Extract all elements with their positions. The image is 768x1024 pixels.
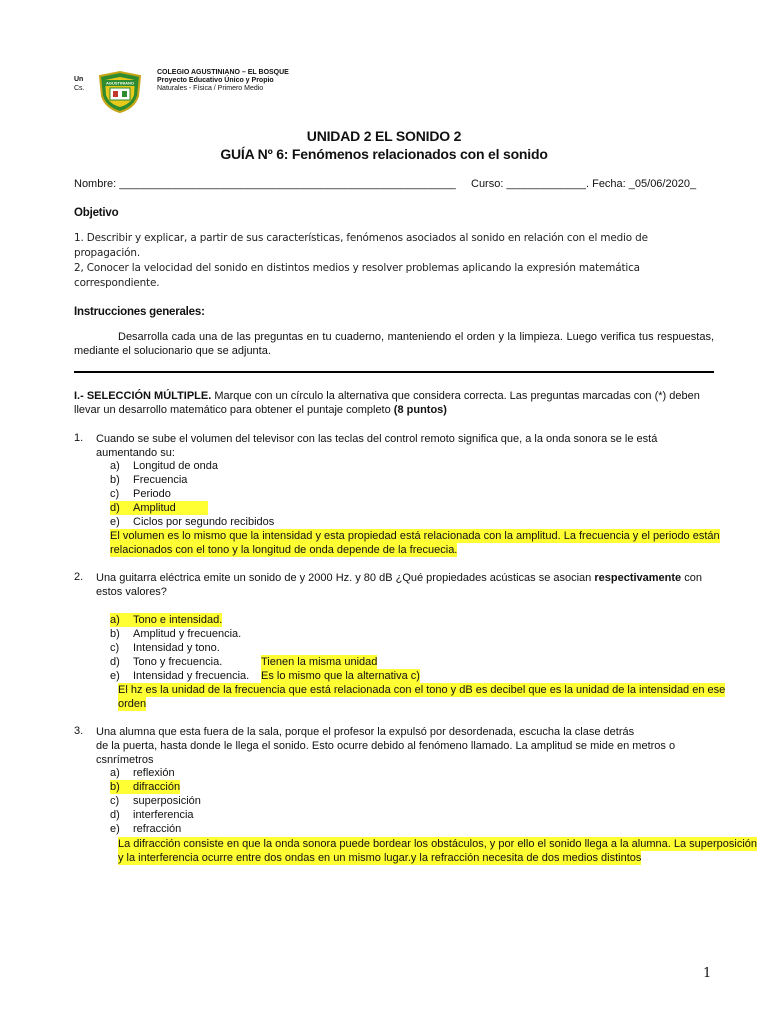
divider bbox=[74, 371, 714, 373]
curso-fecha-field: Curso: _____________. Fecha: _05/06/2020_ bbox=[471, 178, 697, 190]
q2-option-e: e) Intensidad y frecuencia. bbox=[110, 670, 250, 682]
objective-item-2: 2, Conocer la velocidad del sonido en distintos medios y resolver problemas aplicando la expresión matemática correspondiente. bbox=[74, 262, 640, 289]
q2-explanation-line-1: El hz es la unidad de la frecuencia que está relacionada con el tono y dB es decibel que es la unidad de la intensidad en ese bbox=[118, 684, 726, 696]
q2-explanation-line-2: orden bbox=[118, 698, 147, 710]
section-header bbox=[74, 389, 714, 417]
header-un: Un bbox=[74, 76, 84, 83]
school-project: Proyecto Educativo Único y Propio bbox=[157, 77, 274, 84]
q1-option-b: b) Frecuencia bbox=[110, 474, 188, 486]
logo-text: AGUSTINIANO bbox=[106, 80, 134, 86]
q1-explanation-line-1: El volumen es lo mismo que la intensidad y esta propiedad está relacionada con la amplitud. La frecuencia y el periodo están bbox=[110, 530, 720, 542]
question-3-text-line-2: de la puerta, hasta donde le llega el sonido. Esto ocurre debido al fenómeno llamado. La amplitud se mide en metros o csnrímetros bbox=[96, 740, 676, 766]
q2-option-d: d) Tono y frecuencia. bbox=[110, 656, 223, 668]
q2-option-a-correct: a) Tono e intensidad. bbox=[110, 614, 223, 626]
question-3-text-line-1: Una alumna que esta fuera de la sala, porque el profesor la expulsó por desordenada, escucha la clase detrás bbox=[96, 726, 635, 738]
question-1-number: 1. bbox=[74, 432, 84, 444]
q1-option-c: c) Periodo bbox=[110, 488, 171, 500]
instructions-heading: Instrucciones generales: bbox=[74, 306, 205, 318]
section-title: I.- SELECCIÓN MÚLTIPLE. bbox=[74, 390, 212, 402]
guide-title: GUÍA Nº 6: Fenómenos relacionados con el sonido bbox=[220, 146, 548, 162]
objective-item-1: 1. Describir y explicar, a partir de sus características, fenómenos asociados al sonido en relación con el medio de propagación. bbox=[74, 232, 648, 259]
q3-option-a: a) reflexión bbox=[110, 767, 175, 779]
q1-option-a: a) Longitud de onda bbox=[110, 460, 219, 472]
q2-option-c: c) Intensidad y tono. bbox=[110, 642, 220, 654]
page-number: 1 bbox=[703, 966, 712, 981]
question-1-text: Cuando se sube el volumen del televisor con las teclas del control remoto significa que, a la onda sonora se le está aumentando su: bbox=[96, 433, 658, 459]
q2-option-b: b) Amplitud y frecuencia. bbox=[110, 628, 242, 640]
q3-option-e: e) refracción bbox=[110, 823, 182, 835]
question-2-number: 2. bbox=[74, 571, 84, 583]
q3-explanation-line-1: La difracción consiste en que la onda sonora puede bordear los obstáculos, y por ello el sonido llega a la alumna. La superposición bbox=[118, 838, 758, 850]
header-cs: Cs. bbox=[74, 85, 85, 92]
q1-option-e: e) Ciclos por segundo recibidos bbox=[110, 516, 275, 528]
section-text: Marque con un círculo la alternativa que considera correcta. Las preguntas marcadas con (*) deben llevar un desarrollo matemático para obtener el puntaje completo bbox=[74, 390, 700, 416]
q3-explanation-line-2: y la interferencia ocurre entre dos ondas en un mismo lugar.y la refracción necesita de dos medios distintos bbox=[118, 852, 642, 864]
q3-option-d: d) interferencia bbox=[110, 809, 194, 821]
instructions-text bbox=[74, 330, 714, 358]
school-info bbox=[157, 69, 289, 93]
q1-explanation-line-2: relacionados con el tono y la longitud de onda depende de la frecuecia. bbox=[110, 544, 458, 556]
q3-option-b-correct: b) difracción bbox=[110, 781, 181, 793]
school-subject: Naturales - Física / Primero Medio bbox=[157, 85, 264, 92]
nombre-field: Nombre: _______________________________________________________ bbox=[74, 178, 456, 190]
q3-option-c: c) superposición bbox=[110, 795, 201, 807]
school-logo bbox=[96, 70, 144, 114]
q2-option-d-comment: Tienen la misma unidad bbox=[261, 656, 378, 668]
q2-option-e-comment: Es lo mismo que la alternativa c) bbox=[261, 670, 420, 682]
question-2-text: Una guitarra eléctrica emite un sonido de y 2000 Hz. y 80 dB ¿Qué propiedades acústicas se asocian respectivamente con estos valores? bbox=[96, 572, 702, 598]
objective-heading: Objetivo bbox=[74, 207, 119, 219]
school-name: COLEGIO AGUSTINIANO – EL BOSQUE bbox=[157, 69, 289, 76]
instructions-body: Desarrolla cada una de las preguntas en tu cuaderno, manteniendo el orden y la limpieza. Luego verifica tus respuestas, mediante el solucionario que se adjunta. bbox=[74, 331, 714, 357]
student-info-line bbox=[74, 178, 696, 190]
question-3-number: 3. bbox=[74, 725, 84, 737]
section-points: (8 puntos) bbox=[393, 404, 447, 416]
unit-title: UNIDAD 2 EL SONIDO 2 bbox=[306, 128, 462, 144]
q1-option-d-correct: d) Amplitud bbox=[110, 501, 208, 515]
